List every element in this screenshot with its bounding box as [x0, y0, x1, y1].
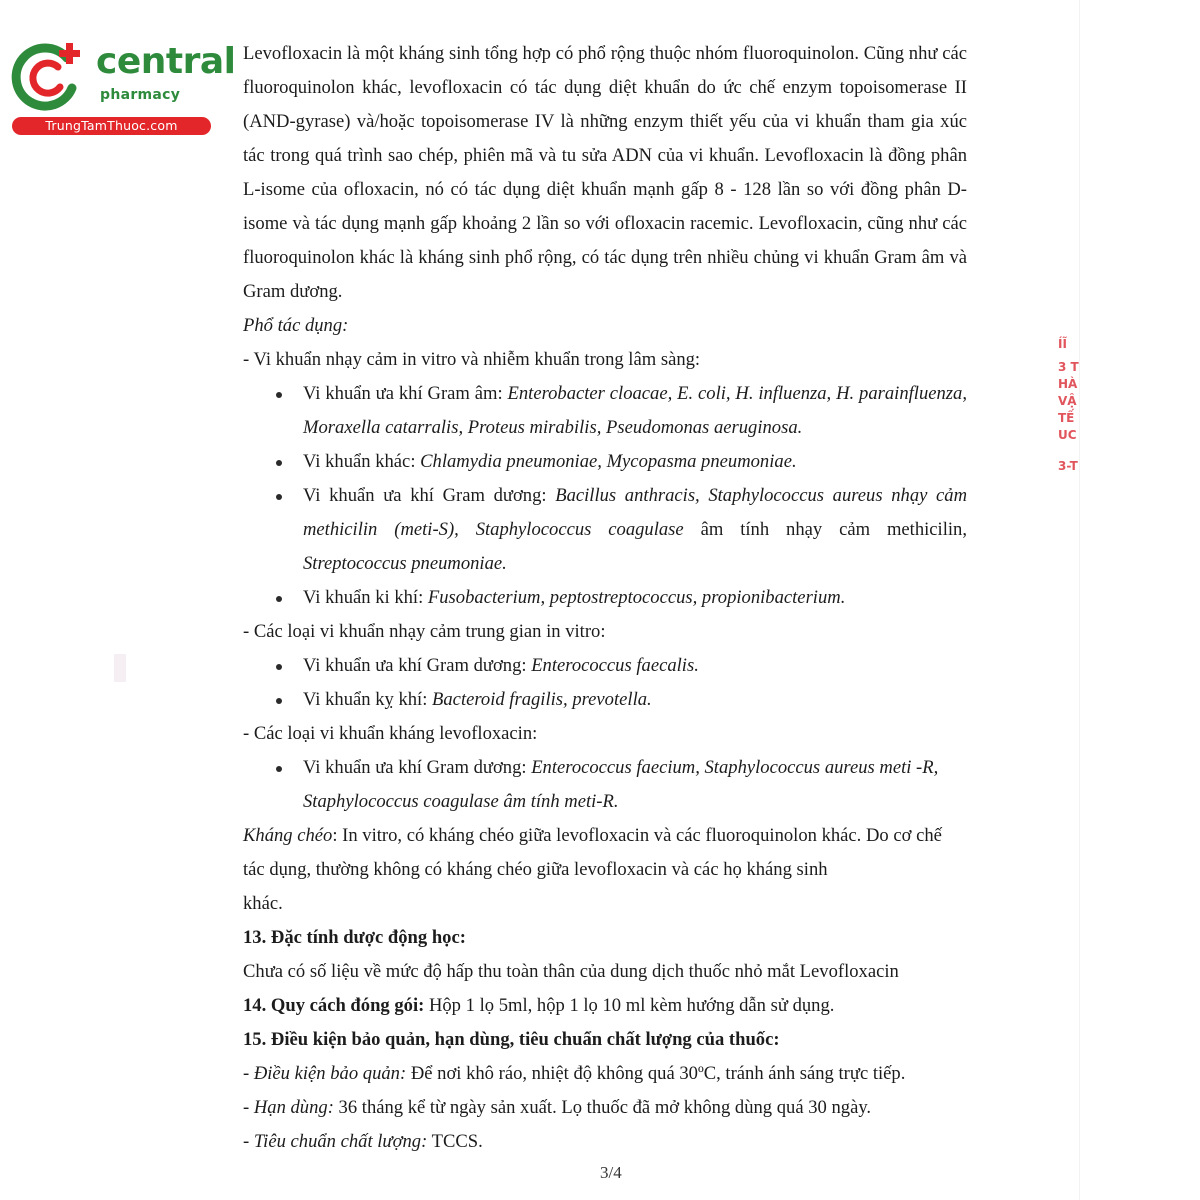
bacteria-list — [243, 649, 967, 717]
list-item — [303, 649, 967, 683]
stamp-text: ÍĨ — [1058, 337, 1067, 351]
item-label: Vi khuẩn ưa khí Gram dương: — [303, 757, 532, 778]
item-label: Vi khuẩn ưa khí Gram dương: — [303, 655, 532, 676]
logo-wordmark: central — [96, 41, 236, 82]
bacteria-list — [243, 751, 967, 819]
scan-mark — [114, 654, 126, 682]
species-names: Fusobacterium, peptostreptococcus, propionibacterium. — [427, 587, 846, 608]
stamp-text: TẾ — [1058, 411, 1075, 425]
item-text: âm tính nhạy cảm methicilin, — [683, 519, 967, 540]
group-title: - Vi khuẩn nhạy cảm in vitro và nhiễm khuẩn trong lâm sàng: — [243, 349, 701, 370]
species-names: Enterococcus faecium, Staphylococcus aureus meti -R, Staphylococcus coagulase âm tính meti-R. — [303, 757, 939, 812]
section-14-heading: 14. Quy cách đóng gói: — [243, 995, 425, 1016]
pharmacy-cross-icon — [10, 36, 90, 116]
list-item — [303, 479, 967, 581]
species-names: Bacteroid fragilis, prevotella. — [432, 689, 652, 710]
item-label: Vi khuẩn khác: — [303, 451, 421, 472]
cross-resistance-line: khác. — [243, 893, 283, 914]
standard-line — [243, 1125, 967, 1159]
expiry-label: - Hạn dùng: — [243, 1097, 334, 1118]
expiry-line — [243, 1091, 967, 1125]
species-names: Bacillus anthracis, Staphylococcus aureus nhạy cảm methicilin (meti-S), Staphylococcus coagulase — [303, 485, 968, 540]
stamp-text: HÀ — [1058, 377, 1078, 391]
section-13-text: Chưa có số liệu về mức độ hấp thu toàn thân của dung dịch thuốc nhỏ mắt Levofloxacin — [243, 961, 899, 982]
stamp-text: 3 T — [1058, 360, 1079, 374]
intro-paragraph: Levofloxacin là một kháng sinh tổng hợp có phổ rộng thuộc nhóm fluoroquinolon. Cũng như các fluoroquinolon khác, levofloxacin có tác dụng diệt khuẩn do ức chế enzym topoisomerase II (AND-gyrase) và/hoặc topoisomerase IV là những enzym thiết yếu của vi khuẩn tham gia xúc tác trong quá trình sao chép, phiên mã và tu sửa ADN của vi khuẩn. Levofloxacin là đồng phân L-isome của ofloxacin, nó có tác dụng diệt khuẩn mạnh gấp 8 - 128 lần so với đồng phân D-isome và tác dụng mạnh gấp khoảng 2 lần so với ofloxacin racemic. Levofloxacin, cũng như các fluoroquinolon khác là kháng sinh phổ rộng, có tác dụng trên nhiều chủng vi khuẩn Gram âm và Gram dương. — [243, 43, 967, 302]
stamp-text: VẬ — [1058, 394, 1077, 408]
cross-resistance-line: tác dụng, thường không có kháng chéo giữa levofloxacin và các họ kháng sinh — [243, 859, 828, 880]
item-label: Vi khuẩn ưa khí Gram âm: — [303, 383, 508, 404]
group-title: - Các loại vi khuẩn kháng levofloxacin: — [243, 723, 538, 744]
storage-label: - Điều kiện bảo quản: — [243, 1063, 407, 1084]
section-13-heading: 13. Đặc tính dược động học: — [243, 927, 466, 948]
bacteria-list — [243, 377, 967, 615]
red-stamp-fragment — [1058, 336, 1088, 506]
group-title: - Các loại vi khuẩn nhạy cảm trung gian in vitro: — [243, 621, 606, 642]
central-pharmacy-logo[interactable] — [10, 36, 236, 136]
item-label: Vi khuẩn ki khí: — [303, 587, 428, 608]
species-names: Chlamydia pneumoniae, Mycopasma pneumoniae. — [420, 451, 797, 472]
section-14-text: Hộp 1 lọ 5ml, hộp 1 lọ 10 ml kèm hướng dẫn sử dụng. — [424, 995, 835, 1016]
standard-label: - Tiêu chuẩn chất lượng: — [243, 1131, 428, 1152]
species-names: Enterobacter cloacae, E. coli, H. influenza, H. parainfluenza, Moraxella catarralis, Proteus mirabilis, Pseudomonas aeruginosa. — [303, 383, 967, 438]
cross-resistance-label: Kháng chéo — [243, 825, 333, 846]
logo-subtitle: pharmacy — [100, 87, 181, 103]
list-item — [303, 751, 967, 819]
logo-site-banner: TrungTamThuoc.com — [12, 117, 211, 135]
stamp-text: 3-T — [1058, 459, 1078, 473]
cross-resistance-line — [243, 819, 967, 853]
storage-text: Để nơi khô ráo, nhiệt độ không quá 30ºC, tránh ánh sáng trực tiếp. — [406, 1063, 906, 1084]
species-names: Streptococcus pneumoniae. — [303, 553, 507, 574]
species-names: Enterococcus faecalis. — [531, 655, 699, 676]
cross-resistance-text: : In vitro, có kháng chéo giữa levofloxacin và các fluoroquinolon khác. Do cơ chế — [332, 825, 942, 846]
section-15-heading: 15. Điều kiện bảo quản, hạn dùng, tiêu chuẩn chất lượng của thuốc: — [243, 1029, 780, 1050]
section-14 — [243, 989, 967, 1023]
item-label: Vi khuẩn ưa khí Gram dương: — [303, 485, 556, 506]
page-edge-shadow — [1079, 0, 1080, 1200]
stamp-text: UC — [1058, 428, 1077, 442]
standard-text: TCCS. — [427, 1131, 483, 1152]
list-item — [303, 377, 967, 445]
expiry-text: 36 tháng kể từ ngày sản xuất. Lọ thuốc đã mở không dùng quá 30 ngày. — [333, 1097, 872, 1118]
item-label: Vi khuẩn kỵ khí: — [303, 689, 433, 710]
document-body — [243, 37, 967, 1159]
spectrum-heading: Phổ tác dụng: — [243, 315, 349, 336]
storage-line — [243, 1057, 967, 1091]
list-item — [303, 581, 967, 615]
page-number: 3/4 — [600, 1163, 622, 1182]
list-item — [303, 445, 967, 479]
list-item — [303, 683, 967, 717]
